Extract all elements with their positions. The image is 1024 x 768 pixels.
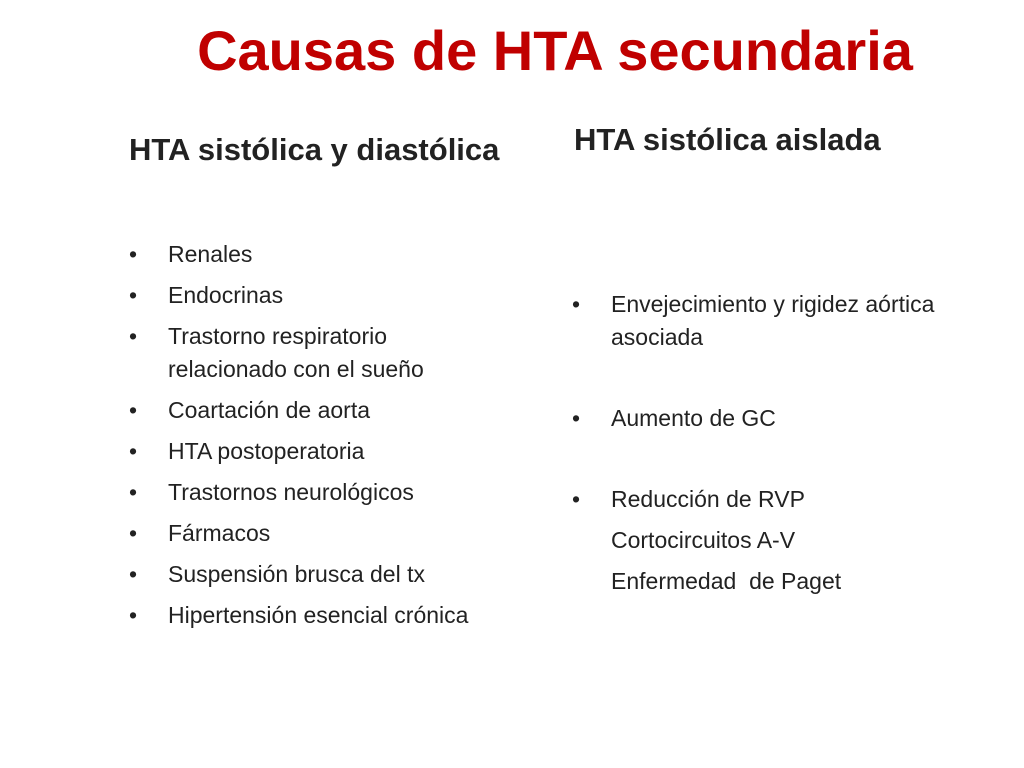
right-bullet-list — [572, 288, 1012, 598]
list-sub-item: Cortocircuitos A-V — [611, 527, 796, 553]
list-item: • Renales — [129, 238, 549, 271]
right-column-heading: HTA sistólica aislada — [574, 122, 881, 157]
slide-title: Causas de HTA secundaria — [197, 19, 913, 82]
list-item: • Trastornos neurológicos — [129, 476, 549, 509]
list-item: • Reducción de RVP — [572, 483, 1012, 516]
list-item: • Suspensión brusca del tx — [129, 558, 549, 591]
left-bullet-list — [129, 238, 549, 640]
list-item: • Trastorno respiratorio relacionado con el sueño — [129, 320, 468, 386]
list-item: • Aumento de GC — [572, 402, 1012, 435]
list-item: • Fármacos — [129, 517, 549, 550]
list-item: • HTA postoperatoria — [129, 435, 549, 468]
left-column-heading: HTA sistólica y diastólica — [129, 132, 500, 167]
list-sub-item: Enfermedad de Paget — [611, 568, 842, 594]
list-item: • Envejecimiento y rigidez aórtica asociada — [572, 288, 991, 354]
list-item: • Endocrinas — [129, 279, 549, 312]
list-item: • Hipertensión esencial crónica — [129, 599, 549, 632]
list-item: • Coartación de aorta — [129, 394, 549, 427]
